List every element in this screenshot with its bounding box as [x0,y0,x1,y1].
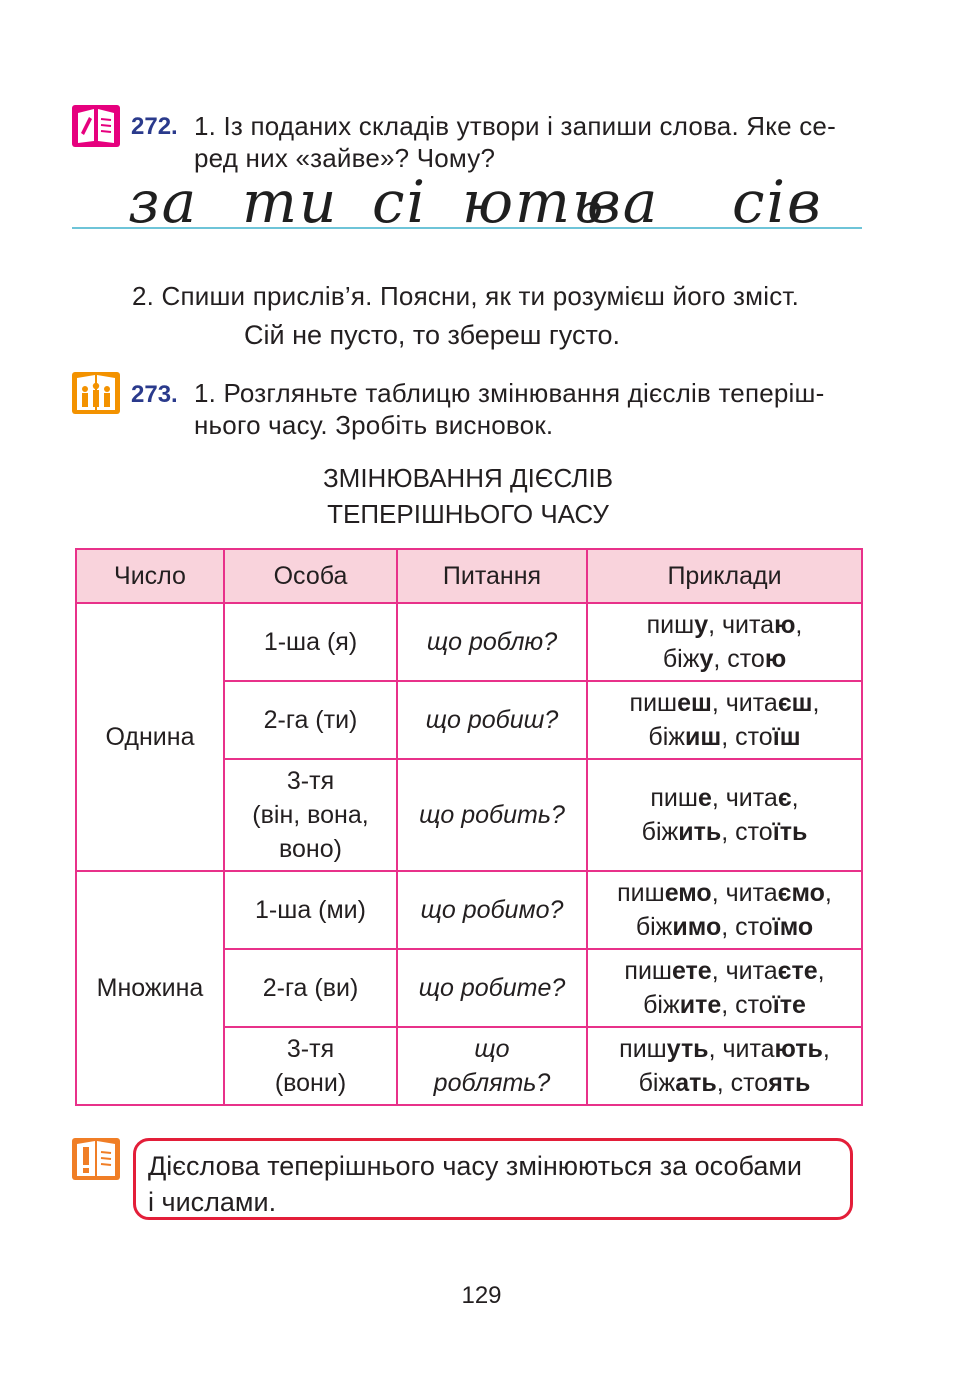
cell-line: що робимо? [420,896,564,924]
word-part: , [795,611,803,639]
word-part: пиш [619,1035,667,1063]
examples-cell [587,871,862,949]
ending-bold: у [699,645,714,673]
examples-cell [587,603,862,681]
syllable: сів [732,168,823,236]
word-part: , сто [713,645,765,673]
word-part: , чита [711,784,778,812]
ending-bold: емо [664,879,712,907]
rule-text [148,1148,858,1220]
word-part: пиш [646,611,695,639]
ending-bold: їмо [772,913,814,941]
example-line [592,1066,857,1100]
example-line [592,876,857,910]
cell-line: (він, вона, [252,801,369,829]
word-part: , чита [708,611,775,639]
conjugation-table [75,548,863,1106]
header-number: Число [76,549,224,603]
word-part: , сто [721,818,773,846]
example-line [592,608,857,642]
word-part: , [824,879,832,907]
cell-line: роблять? [433,1069,551,1097]
cell-line: 2-га (ви) [262,974,359,1002]
exercise-272-task1-line1: 1. Із поданих складів утвори і запиши слова. Яке се- [194,111,836,141]
word-part: , сто [721,723,773,751]
person-cell [224,603,397,681]
person-cell [224,759,397,871]
table-header-row [76,549,862,603]
ending-bold: имо [672,913,722,941]
word-part: , [817,957,825,985]
syllable: ють [462,168,606,236]
word-part: , чита [711,879,778,907]
ending-bold: є [777,784,792,812]
example-line [592,686,857,720]
syllable: ти [242,168,339,236]
ending-bold: ите [679,991,722,1019]
person-cell [224,871,397,949]
table-row [76,603,862,681]
ending-bold: єш [777,689,813,717]
word-part: пиш [617,879,665,907]
ending-bold: їте [772,991,806,1019]
ending-bold: уть [666,1035,709,1063]
ending-bold: е [697,784,712,812]
exercise-272-task1-line2: ред них «зайве»? Чому? [194,143,496,173]
proverb: Сій не пусто, то збереш густо. [244,320,621,350]
person-cell [224,949,397,1027]
example-line [592,815,857,849]
header-person: Особа [224,549,397,603]
word-part: пиш [624,957,672,985]
ending-bold: ю [764,645,787,673]
example-line [592,781,857,815]
cell-line: що робиш? [425,706,559,734]
person-cell [224,681,397,759]
ending-bold: ете [671,957,712,985]
word-part: , чита [711,957,778,985]
ending-bold: иш [685,723,722,751]
word-part: , [791,784,799,812]
cell-line: 1-ша (я) [263,628,358,656]
question-cell [397,949,587,1027]
example-line [592,954,857,988]
word-part: біж [648,723,686,751]
examples-cell [587,681,862,759]
question-cell [397,759,587,871]
exercise-273-task-line2: нього часу. Зробіть висновок. [194,410,554,440]
syllable: сі [372,168,428,236]
header-question: Питання [397,549,587,603]
cell-line: 2-га (ти) [263,706,358,734]
word-part: пиш [650,784,698,812]
person-cell [224,1027,397,1105]
rule-line2: і числами. [148,1187,277,1217]
cell-line: 3-тя [286,1035,335,1063]
exercise-273-number: 273. [131,381,178,408]
word-part: біж [635,913,673,941]
cell-line: 3-тя [286,767,335,795]
examples-cell [587,1027,862,1105]
ending-bold: еш [677,689,712,717]
example-line [592,720,857,754]
word-part: , [822,1035,830,1063]
ending-bold: ать [675,1069,717,1097]
ending-bold: ють [774,1035,823,1063]
word-part: , сто [721,991,773,1019]
pen-book-icon [72,105,120,152]
question-cell [397,681,587,759]
word-part: біж [641,818,679,846]
example-line [592,910,857,944]
examples-cell [587,759,862,871]
syllables-handwriting [72,160,862,260]
question-cell [397,871,587,949]
header-examples: Приклади [587,549,862,603]
word-part: , [812,689,820,717]
cell-line: що робите? [418,974,566,1002]
example-line [592,1032,857,1066]
word-part: , чита [708,1035,775,1063]
examples-cell [587,949,862,1027]
ending-bold: ить [678,818,722,846]
exercise-272-task2: 2. Спиши прислів’я. Поясни, як ти розумієш його зміст. [132,281,800,311]
table-title-line2: ТЕПЕРІШНЬОГО ЧАСУ [327,499,609,529]
exercise-272-number: 272. [131,113,178,140]
example-line [592,642,857,676]
word-part: , сто [716,1069,769,1097]
word-part: біж [638,1069,676,1097]
cell-line: що роблю? [426,628,558,656]
rule-exclamation-icon [72,1138,120,1185]
ending-bold: єте [777,957,818,985]
table-title [200,460,736,532]
ending-bold: у [694,611,709,639]
table-row [76,871,862,949]
table-title-line1: ЗМІНЮВАННЯ ДІЄСЛІВ [322,463,614,493]
word-part: біж [643,991,680,1019]
ending-bold: ять [768,1069,811,1097]
example-line [592,988,857,1022]
number-cell: Однина [76,603,224,871]
cell-line: що робить? [419,801,565,829]
ending-bold: їть [772,818,808,846]
rule-line1: Дієслова теперішнього часу змінюються за особами [148,1151,802,1181]
cell-line: 1-ша (ми) [255,896,366,924]
ending-bold: їш [772,723,801,751]
word-part: біж [662,645,700,673]
page-number: 129 [461,1282,502,1309]
number-cell: Множина [76,871,224,1105]
cell-line: воно) [279,835,342,863]
word-part: , сто [721,913,773,941]
group-work-icon [72,372,120,419]
word-part: пиш [629,689,678,717]
question-cell [397,1027,587,1105]
cell-line: (вони) [274,1069,347,1097]
syllable: ва [587,168,660,236]
ending-bold: ємо [777,879,825,907]
syllable: за [128,168,199,236]
ending-bold: ю [774,611,796,639]
cell-line: що [474,1035,510,1063]
word-part: , чита [711,689,778,717]
question-cell [397,603,587,681]
exercise-273-task-line1: 1. Розгляньте таблицю змінювання дієслів теперіш- [194,378,825,408]
